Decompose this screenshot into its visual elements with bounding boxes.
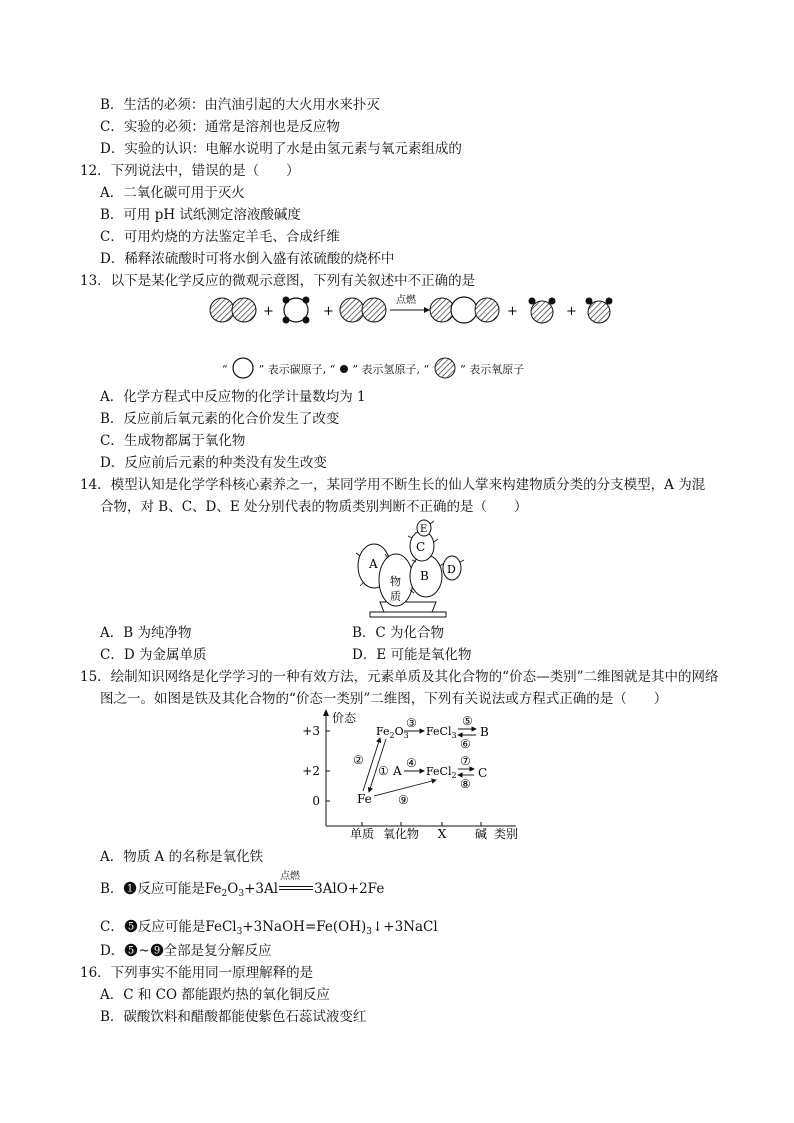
node-b: B [480,725,489,739]
reaction-1: ① [378,764,389,778]
label-d: D [447,563,456,576]
condition-ignite: 点燃 [396,295,416,306]
oxygen-atom-icon [433,357,457,379]
q13-stem: 13．以下是某化学反应的微观示意图，下列有关叙述中不正确的是 [80,273,476,289]
q13-option-a: A．化学方程式中反应物的化学计量数均为 1 [100,389,366,405]
q11-option-c: C．实验的必须：通常是溶剂也是反应物 [100,119,340,135]
q16-option-a: A．C 和 CO 都能跟灼热的氧化铜反应 [100,987,330,1003]
reaction-9: ⑨ [398,793,409,807]
carbon-atom-icon [231,357,255,379]
x-axis-label: 类别 [494,827,519,841]
plus-sign: + [323,304,334,319]
water-molecule [529,298,556,324]
y-tick-label: +3 [302,724,320,738]
hydrogen-atom-icon [339,364,349,374]
q14-stem-line2: 合物，对 B、C、D、E 处分别代表的物质类别判断不正确的是（ ） [100,499,528,515]
svg-text:1: 1 [127,883,134,895]
label-zhi: 质 [390,590,401,603]
q13-option-d: D．反应前后元素的种类没有发生改变 [100,455,327,471]
q16-option-b: B．碳酸饮料和醋酸都能使紫色石蕊试液变红 [100,1009,367,1025]
q11-option-d: D．实验的认识：电解水说明了水是由氢元素与氧元素组成的 [100,141,462,157]
q12-option-a: A．二氧化碳可用于灭火 [100,185,245,201]
q14-option-a: A．B 为纯净物 [100,625,192,641]
reaction-8: ⑧ [460,777,471,791]
q12-option-d: D．稀释浓硫酸时可将水倒入盛有浓硫酸的烧杯中 [100,251,395,267]
x-ticks [350,822,487,841]
methane-molecule [283,297,310,324]
reaction-5: ⑤ [462,714,473,728]
q13-option-b: B．反应前后氧元素的化合价发生了改变 [100,411,340,427]
node-a: A [393,764,402,778]
valence-category-chart [300,708,530,842]
q15-stem-line1: 15．绘制知识网络是化学学习的一种有效方法，元素单质及其化合物的“价态—类别”二维图就是其中的网络 [80,669,719,685]
reaction-6: ⑥ [460,737,471,751]
label-wu: 物 [390,575,401,588]
y-axis-label: 价态 [332,711,357,725]
y-tick-label: 0 [312,794,320,808]
circled-number-5-icon [124,919,138,933]
node-fe: Fe [357,792,372,806]
reaction-4: ④ [406,756,417,770]
circled-number-9-icon [150,943,164,957]
q14-option-b: B．C 为化合物 [352,625,445,641]
condition-equals: 点燃 [278,880,314,898]
node-fe2o3: $Fe_2O_3$ [376,725,409,740]
q11-option-b: B．生活的必须：由汽油引起的大火用水来扑灭 [100,97,380,113]
q14-option-c: C．D 为金属单质 [100,647,207,663]
label-e: E [420,524,428,535]
q15-option-d: D． 5 ~ 9 全部是复分解反应 [100,943,272,959]
x-tick-label: 碱 [474,827,488,841]
q12-option-c: C．可用灼烧的方法鉴定羊毛、合成纤维 [100,229,340,245]
q13-option-c: C．生成物都属于氧化物 [100,433,246,449]
node-fecl3: FeCl$_3$ [426,725,457,740]
circled-number-5-icon [124,943,138,957]
svg-text:9: 9 [153,945,160,957]
circled-number-1-icon [123,881,137,895]
legend-oxygen-text: ” 表示氧原子 [460,363,525,376]
reaction-7: ⑦ [460,754,471,768]
q15-option-b: B． 1 反应可能是$Fe_2O_3+3Al$ 点燃 3AlO+2Fe [100,871,385,899]
reaction-2: ② [353,753,364,767]
label-a: A [369,557,378,571]
q15-option-c: C． 5 反应可能是$FeCl_3+3NaOH=Fe(OH)_3↓+3NaCl$ [100,919,438,937]
oxygen-molecule [340,298,386,322]
reaction-3: ③ [406,716,417,730]
q12-stem: 12．下列说法中，错误的是（ ） [80,163,300,179]
q15-stem-line2: 图之一。如图是铁及其化合物的“价态一类别”二维图，下列有关说法或方程式正确的是（ ） [100,691,668,707]
q14-option-d: D．E 可能是氧化物 [352,647,472,663]
label-b: B [420,569,429,583]
plus-sign: + [566,304,577,319]
x-tick-label: X [437,827,447,841]
y-tick-label: +2 [302,764,320,778]
q12-option-b: B．可用 pH 试纸测定溶液酸碱度 [100,207,301,223]
water-molecule [586,298,613,324]
plus-sign: + [507,304,518,319]
node-fecl2: FeCl$_2$ [426,765,457,780]
cactus-diagram [350,518,480,622]
carbon-dioxide-molecule [430,297,499,323]
x-tick-label: 单质 [349,827,375,841]
legend-carbon-text: ” 表示碳原子, “ [258,363,336,376]
node-c: C [478,766,488,780]
x-tick-label: 氧化物 [382,827,420,841]
atom-legend [222,357,524,379]
reaction-micro-diagram [200,290,630,334]
svg-text:5: 5 [128,945,135,957]
plus-sign: + [263,304,274,319]
legend-quote: “ [222,363,228,376]
q14-stem-line1: 14．模型认知是化学学科核心素养之一，某同学用不断生长的仙人掌来构建物质分类的分支模型，A 为混 [80,477,706,493]
q15-option-a: A．物质 A 的名称是氧化铁 [100,849,264,865]
q16-stem: 16．下列事实不能用同一原理解释的是 [80,965,314,981]
oxygen-molecule [210,298,256,322]
legend-hydrogen-text: ” 表示氢原子, “ [352,363,430,376]
label-c: C [416,540,426,554]
svg-text:5: 5 [127,921,135,933]
